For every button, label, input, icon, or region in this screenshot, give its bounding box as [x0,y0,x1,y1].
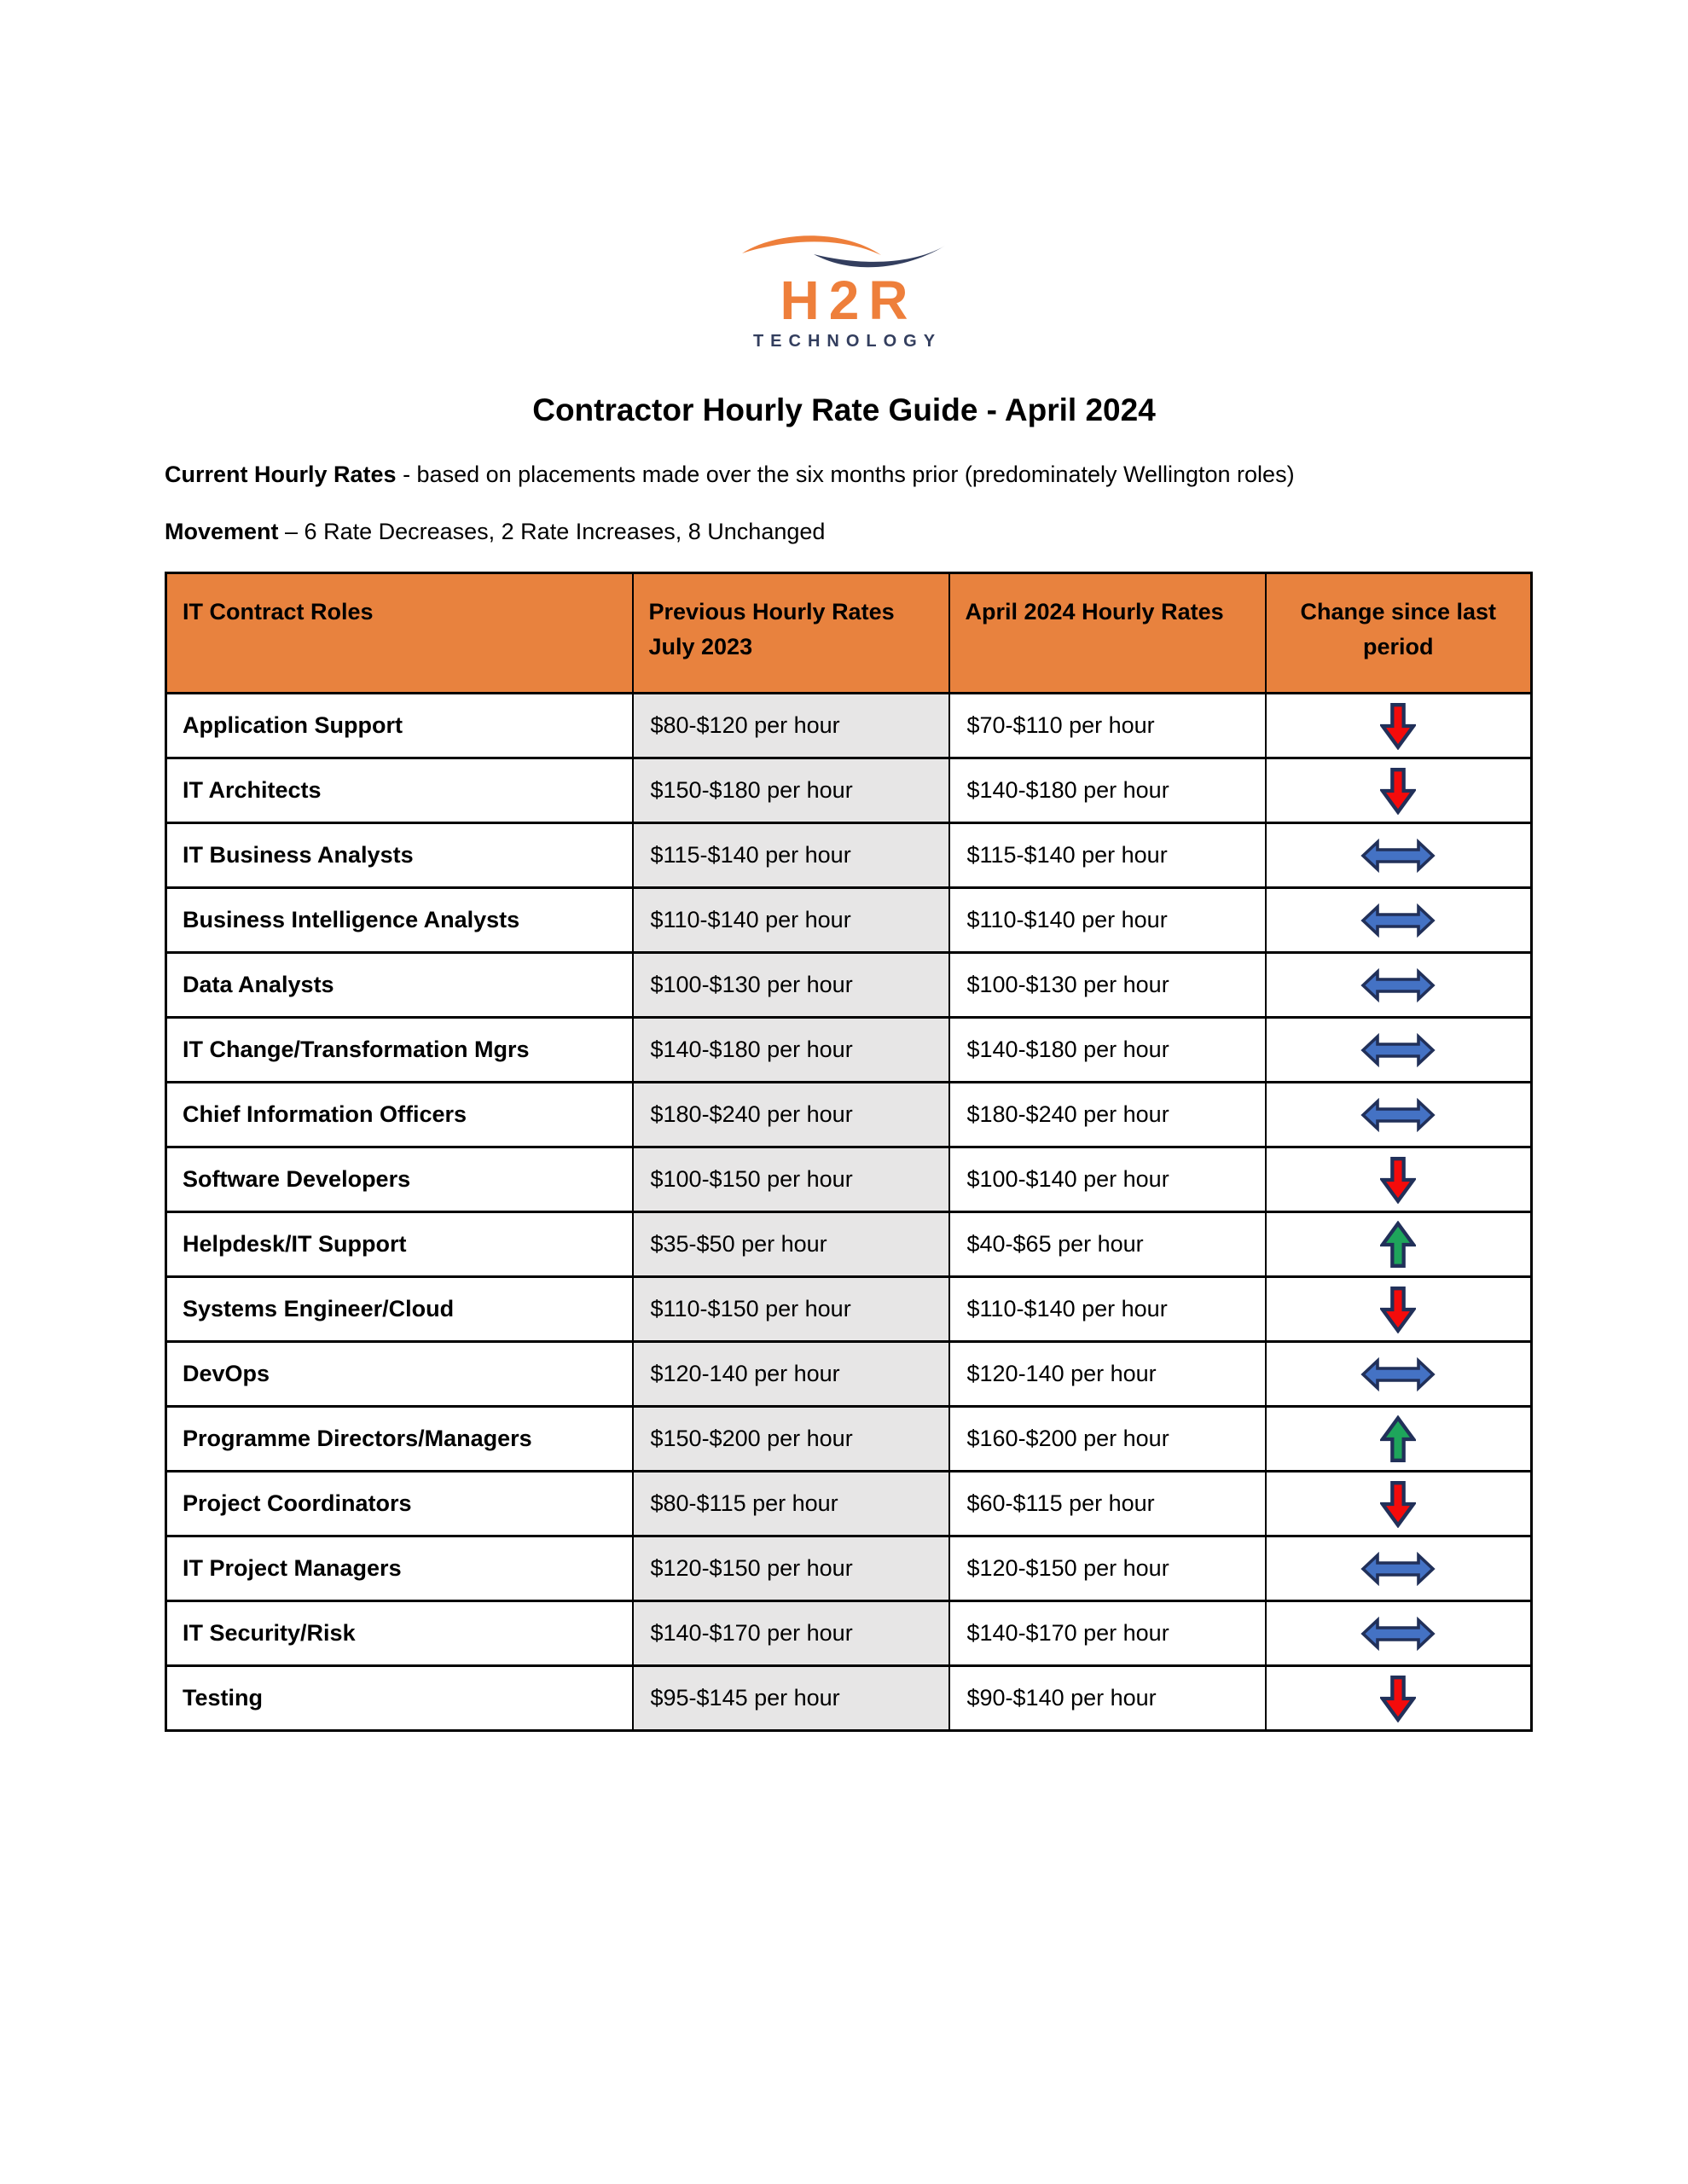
unchanged-arrow-icon [1360,1033,1436,1067]
table-row [166,823,1532,888]
header-it-contract-roles: IT Contract Roles [166,573,633,694]
table-row [166,1407,1532,1472]
previous-rate-cell: $95-$145 per hour [633,1666,949,1731]
unchanged-arrow-icon [1360,968,1436,1002]
decrease-arrow-cell [1266,758,1532,823]
current-rate-cell: $160-$200 per hour [949,1407,1266,1472]
role-cell: Programme Directors/Managers [166,1407,633,1472]
table-row [166,1666,1532,1731]
previous-rate-cell: $115-$140 per hour [633,823,949,888]
page-title: Contractor Hourly Rate Guide - April 2024 [532,392,1156,427]
table-header-row [166,573,1532,694]
decrease-arrow-cell [1266,1277,1532,1342]
movement-rest: – 6 Rate Decreases, 2 Rate Increases, 8 Unchanged [278,519,826,544]
previous-rate-cell: $80-$120 per hour [633,694,949,758]
logo-swoosh-icon [740,225,948,276]
table-row [166,694,1532,758]
decrease-arrow-cell [1266,694,1532,758]
current-rate-cell: $140-$180 per hour [949,758,1266,823]
previous-rate-cell: $150-$200 per hour [633,1407,949,1472]
increase-arrow-cell [1266,1407,1532,1472]
role-cell: Helpdesk/IT Support [166,1212,633,1277]
role-cell: Application Support [166,694,633,758]
current-rate-cell: $60-$115 per hour [949,1472,1266,1536]
role-cell: IT Architects [166,758,633,823]
table-row [166,953,1532,1018]
previous-rate-cell: $150-$180 per hour [633,758,949,823]
current-rates-paragraph [165,462,1295,488]
unchanged-arrow-cell [1266,888,1532,953]
unchanged-arrow-icon [1360,903,1436,938]
decrease-arrow-cell [1266,1147,1532,1212]
current-rate-cell: $100-$130 per hour [949,953,1266,1018]
current-rate-cell: $40-$65 per hour [949,1212,1266,1277]
previous-rate-cell: $35-$50 per hour [633,1212,949,1277]
previous-rate-cell: $100-$130 per hour [633,953,949,1018]
current-rate-cell: $100-$140 per hour [949,1147,1266,1212]
unchanged-arrow-cell [1266,1536,1532,1601]
table-row [166,888,1532,953]
unchanged-arrow-icon [1360,1098,1436,1132]
logo-subtitle-text: TECHNOLOGY [752,332,943,351]
unchanged-arrow-cell [1266,1018,1532,1083]
role-cell: Business Intelligence Analysts [166,888,633,953]
unchanged-arrow-icon [1360,1357,1436,1391]
role-cell: Project Coordinators [166,1472,633,1536]
decrease-arrow-icon [1380,1675,1416,1722]
table-row [166,1212,1532,1277]
previous-rate-cell: $120-140 per hour [633,1342,949,1407]
unchanged-arrow-icon [1360,1617,1436,1651]
previous-rate-cell: $100-$150 per hour [633,1147,949,1212]
current-rate-cell: $110-$140 per hour [949,888,1266,953]
navy-swoosh-shape [814,246,945,267]
increase-arrow-icon [1380,1221,1416,1269]
header-change-since-last-period: Change since last period [1266,573,1532,694]
previous-rate-cell: $120-$150 per hour [633,1536,949,1601]
unchanged-arrow-cell [1266,1342,1532,1407]
previous-rate-cell: $110-$140 per hour [633,888,949,953]
role-cell: IT Project Managers [166,1536,633,1601]
decrease-arrow-icon [1380,1480,1416,1528]
current-rate-cell: $120-$150 per hour [949,1536,1266,1601]
table-row [166,1536,1532,1601]
header-previous-rates: Previous Hourly Rates July 2023 [633,573,949,694]
increase-arrow-cell [1266,1212,1532,1277]
role-cell: Chief Information Officers [166,1083,633,1147]
previous-rate-cell: $80-$115 per hour [633,1472,949,1536]
table-row [166,1342,1532,1407]
h2r-logo [0,220,1688,357]
table-row [166,1472,1532,1536]
role-cell: Data Analysts [166,953,633,1018]
previous-rate-cell: $180-$240 per hour [633,1083,949,1147]
role-cell: Testing [166,1666,633,1731]
table-row [166,1601,1532,1666]
table-row [166,758,1532,823]
current-rate-cell: $110-$140 per hour [949,1277,1266,1342]
current-rate-cell: $120-140 per hour [949,1342,1266,1407]
decrease-arrow-cell [1266,1666,1532,1731]
unchanged-arrow-cell [1266,823,1532,888]
hourly-rates-table [165,572,1533,1732]
table-row [166,1147,1532,1212]
previous-rate-cell: $140-$170 per hour [633,1601,949,1666]
previous-rate-cell: $140-$180 per hour [633,1018,949,1083]
current-rates-lead: Current Hourly Rates [165,462,397,487]
current-rate-cell: $140-$170 per hour [949,1601,1266,1666]
decrease-arrow-icon [1380,702,1416,750]
movement-paragraph [165,519,825,545]
current-rate-cell: $90-$140 per hour [949,1666,1266,1731]
table-row [166,1018,1532,1083]
unchanged-arrow-cell [1266,1083,1532,1147]
decrease-arrow-cell [1266,1472,1532,1536]
current-rate-cell: $70-$110 per hour [949,694,1266,758]
orange-swoosh-shape [742,235,881,255]
header-april-2024-rates: April 2024 Hourly Rates [949,573,1266,694]
role-cell: IT Business Analysts [166,823,633,888]
current-rate-cell: $115-$140 per hour [949,823,1266,888]
unchanged-arrow-icon [1360,839,1436,873]
role-cell: DevOps [166,1342,633,1407]
unchanged-arrow-icon [1360,1552,1436,1586]
increase-arrow-icon [1380,1415,1416,1463]
logo-brand-text: H2R [780,270,918,331]
current-rate-cell: $140-$180 per hour [949,1018,1266,1083]
role-cell: Software Developers [166,1147,633,1212]
decrease-arrow-icon [1380,1156,1416,1204]
role-cell: Systems Engineer/Cloud [166,1277,633,1342]
role-cell: IT Change/Transformation Mgrs [166,1018,633,1083]
table-row [166,1277,1532,1342]
role-cell: IT Security/Risk [166,1601,633,1666]
table-row [166,1083,1532,1147]
current-rate-cell: $180-$240 per hour [949,1083,1266,1147]
decrease-arrow-icon [1380,767,1416,815]
decrease-arrow-icon [1380,1286,1416,1333]
unchanged-arrow-cell [1266,1601,1532,1666]
movement-lead: Movement [165,519,279,544]
current-rates-rest: - based on placements made over the six months prior (predominately Wellington roles) [396,462,1295,487]
previous-rate-cell: $110-$150 per hour [633,1277,949,1342]
unchanged-arrow-cell [1266,953,1532,1018]
